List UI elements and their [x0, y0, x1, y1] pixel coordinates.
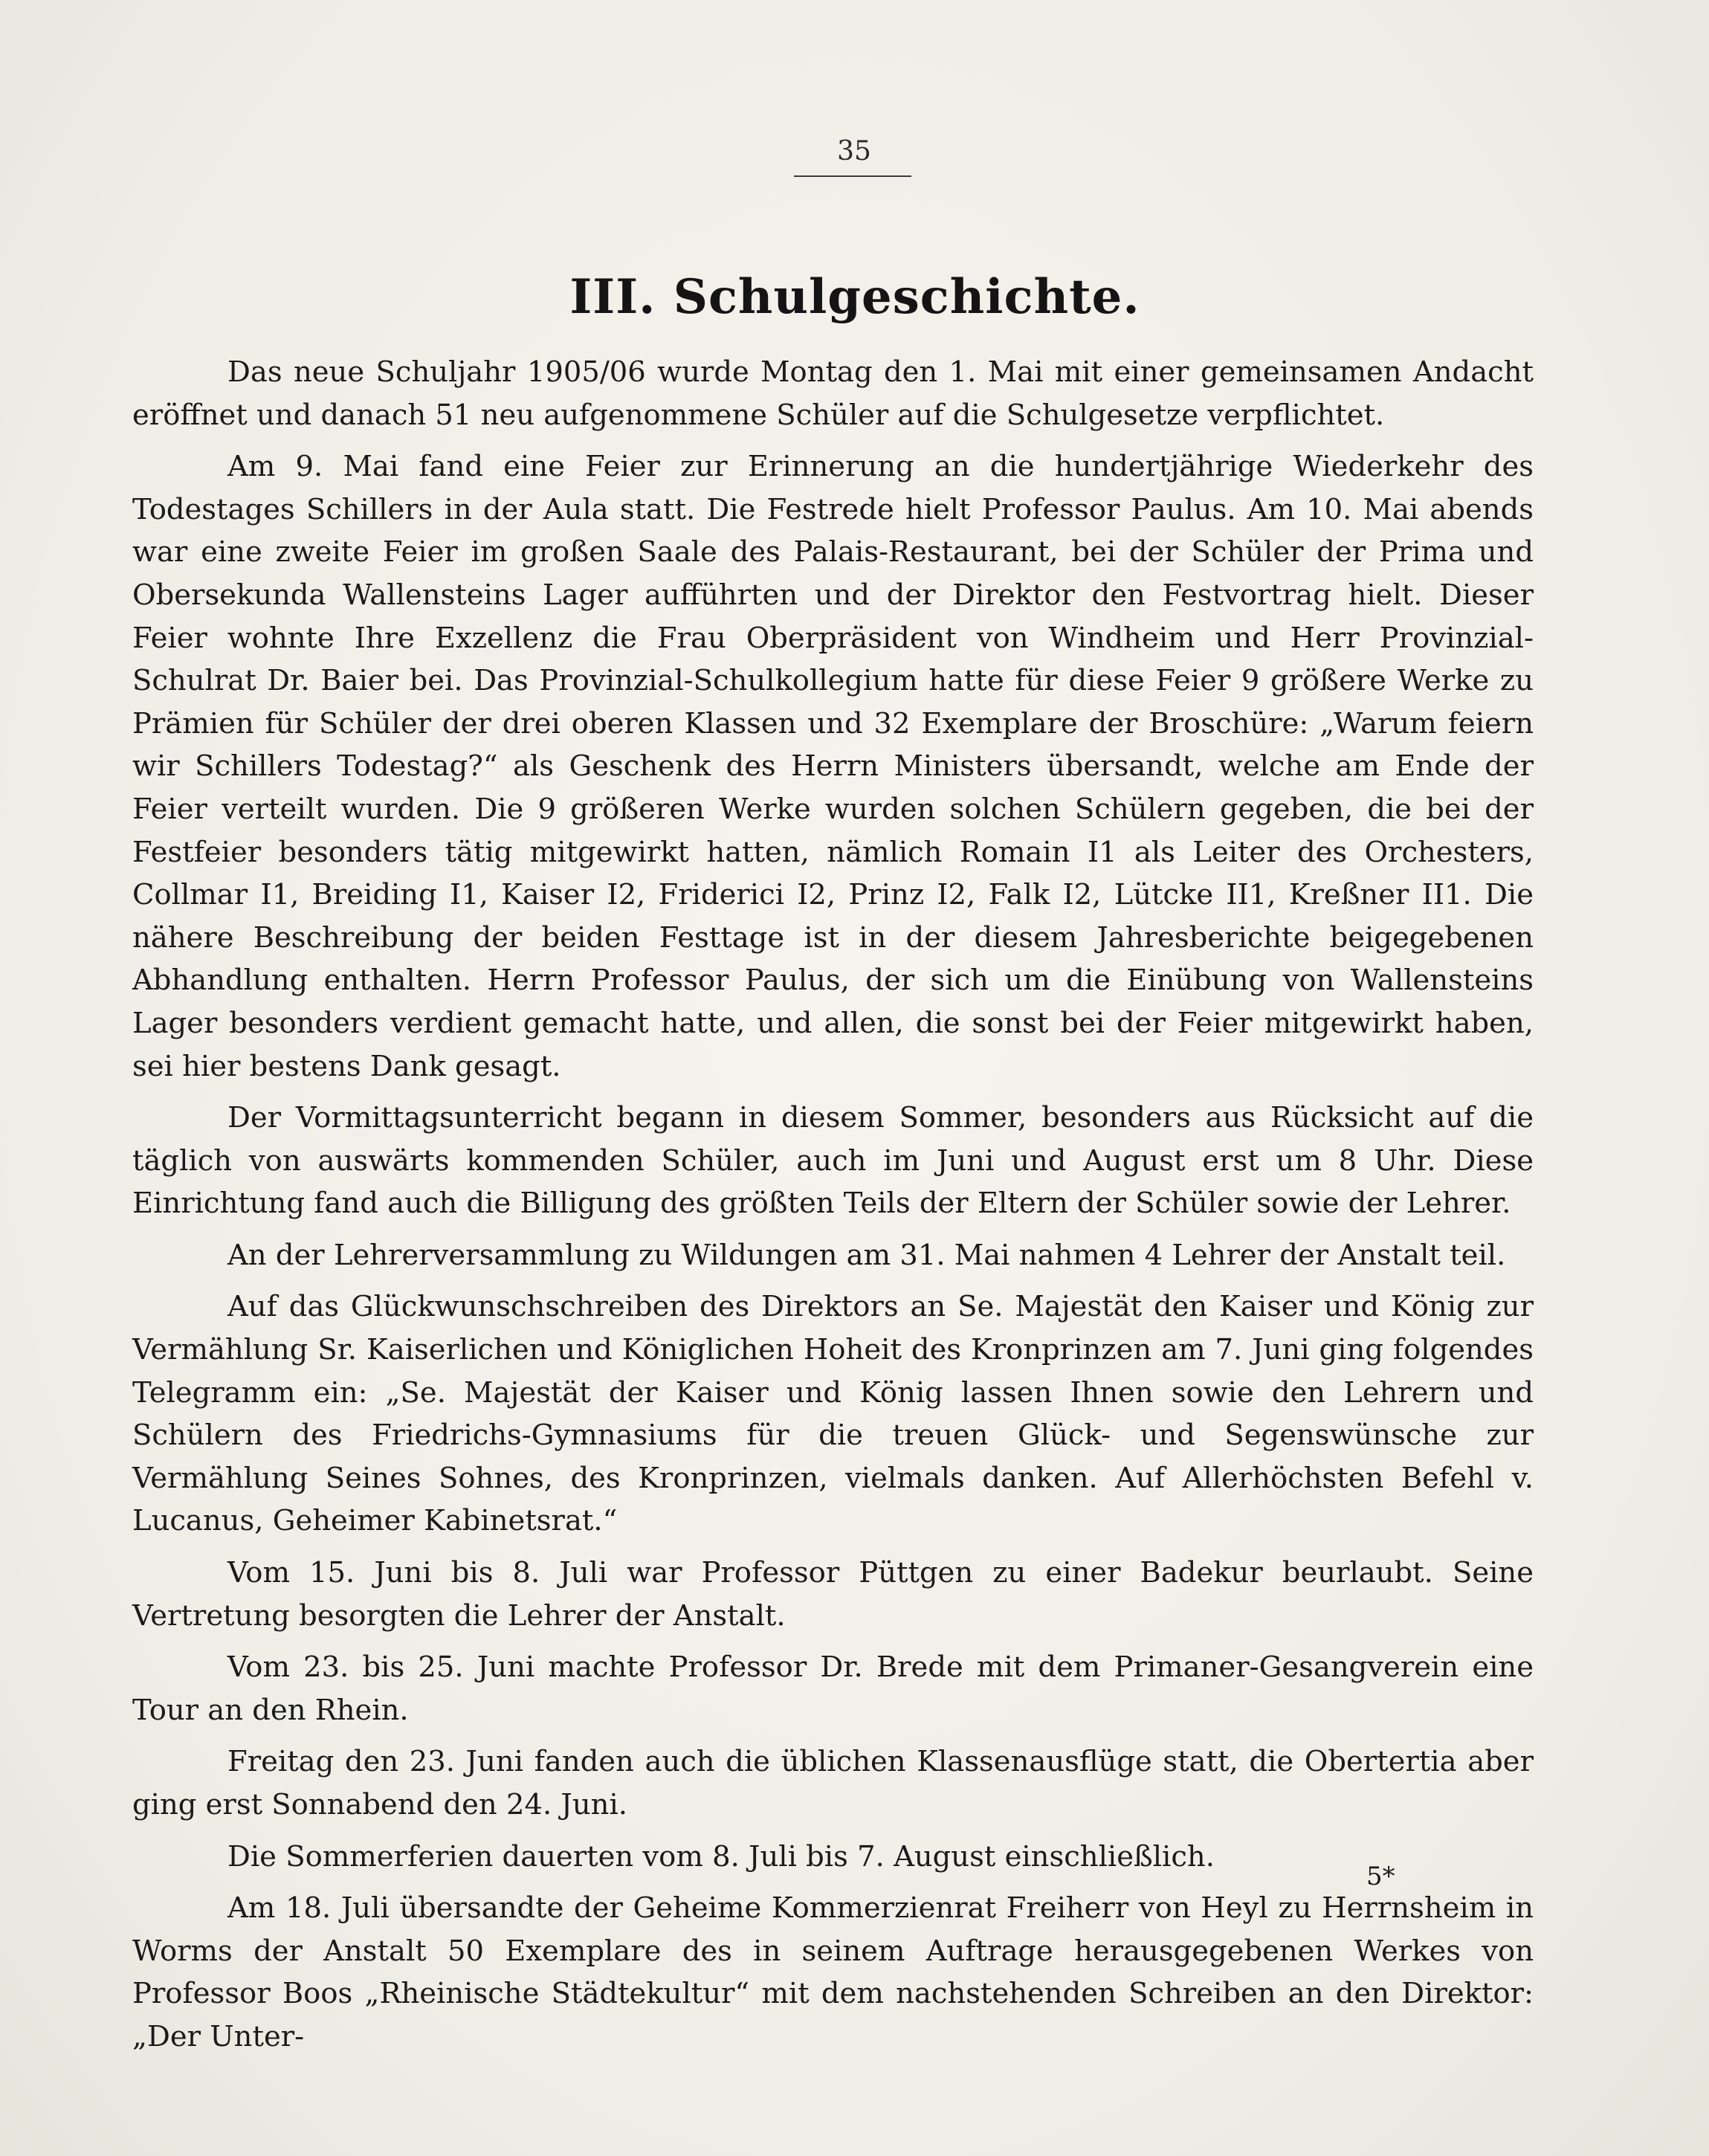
paragraph-school-year: Das neue Schuljahr 1905/06 wurde Montag den 1. Mai mit einer gemeinsamen Andacht eröffnet und danach 51 neu aufgenommene Schüler auf die Schulgesetze verpflichtet. [132, 355, 1534, 432]
chapter-heading: III. Schulgeschichte. [569, 269, 1140, 325]
paragraph-leave: Vom 15. Juni bis 8. Juli war Professor Püttgen zu einer Badekur beurlaubt. Seine Vertretung besorgten die Lehrer der Anstalt. [132, 1556, 1534, 1633]
page-number-rule [794, 175, 911, 177]
paragraph-royal-telegram: Auf das Glückwunschschreiben des Direktors an Se. Majestät den Kaiser und König zur Vermählung Sr. Kaiserlichen und Königlichen Hoheit des Kronprinzen am 7. Juni ging folgendes Telegramm ein: „Se. Majestät der Kaiser und König lassen Ihnen sowie den Lehrern und Schülern des Friedrichs-Gymnasiums für die treuen Glück- und Segenswünsche zur Vermählung Seines Sohnes, des Kronprinzen, vielmals danken. Auf Allerhöchsten Befehl v. Lucanus, Geheimer Kabinetsrat.“ [132, 1290, 1534, 1538]
signature-mark: 5* [1366, 1862, 1395, 1891]
paragraph-schiller-celebration: Am 9. Mai fand eine Feier zur Erinnerung an die hundertjährige Wiederkehr des Todestages Schillers in der Aula statt. Die Festrede hielt Professor Paulus. Am 10. Mai abends war eine zweite Feier im großen Saale des Palais-Restaurant, bei der Schüler der Prima und Obersekunda Wallensteins Lager aufführten und der Direktor den Festvortrag hielt. Dieser Feier wohnte Ihre Exzellenz die Frau Oberpräsident von Windheim und Herr Provinzial-Schulrat Dr. Baier bei. Das Provinzial-Schulkollegium hatte für diese Feier 9 größere Werke zu Prämien für Schüler der drei oberen Klassen und 32 Exemplare der Broschüre: „Warum feiern wir Schillers Todestag?“ als Geschenk des Herrn Ministers übersandt, welche am Ende der Feier verteilt wurden. Die 9 größeren Werke wurden solchen Schülern gegeben, die bei der Festfeier besonders tätig mitgewirkt hatten, nämlich Romain I1 als Leiter des Orchesters, Collmar I1, Breiding I1, Kaiser I2, Friderici I2, Prinz I2, Falk I2, Lütcke II1, Kreßner II1. Die nähere Beschreibung der beiden Festtage ist in der diesem Jahresberichte beigegebenen Abhandlung enthalten. Herrn Professor Paulus, der sich um die Einübung von Wallensteins Lager besonders verdient gemacht hatte, und allen, die sonst bei der Feier mitgewirkt haben, sei hier bestens Dank gesagt. [132, 450, 1534, 1083]
paragraph-book-donation: Am 18. Juli übersandte der Geheime Kommerzienrat Freiherr von Heyl zu Herrnsheim in Worms der Anstalt 50 Exemplare des in seinem Auftrage herausgegebenen Werkes von Professor Boos „Rheinische Städtekultur“ mit dem nachstehenden Schreiben an den Direktor: „Der Unter- [132, 1891, 1534, 2053]
paragraph-class-trips: Freitag den 23. Juni fanden auch die üblichen Klassenausflüge statt, die Obertertia aber ging erst Sonnabend den 24. Juni. [132, 1745, 1534, 1821]
paragraph-teacher-assembly: An der Lehrerversammlung zu Wildungen am 31. Mai nahmen 4 Lehrer der Anstalt teil. [227, 1238, 1506, 1272]
paragraph-summer-holidays: Die Sommerferien dauerten vom 8. Juli bis 7. August einschließlich. [227, 1839, 1215, 1873]
page-number: 35 [837, 136, 871, 167]
paragraph-morning-classes: Der Vormittagsunterricht begann in diesem Sommer, besonders aus Rücksicht auf die täglich von auswärts kommenden Schüler, auch im Juni und August erst um 8 Uhr. Diese Einrichtung fand auch die Billigung des größten Teils der Eltern der Schüler sowie der Lehrer. [132, 1101, 1534, 1221]
paragraph-choir-tour: Vom 23. bis 25. Juni machte Professor Dr. Brede mit dem Primaner-Gesangverein eine Tour an den Rhein. [132, 1650, 1534, 1727]
body-text [132, 351, 1534, 2068]
